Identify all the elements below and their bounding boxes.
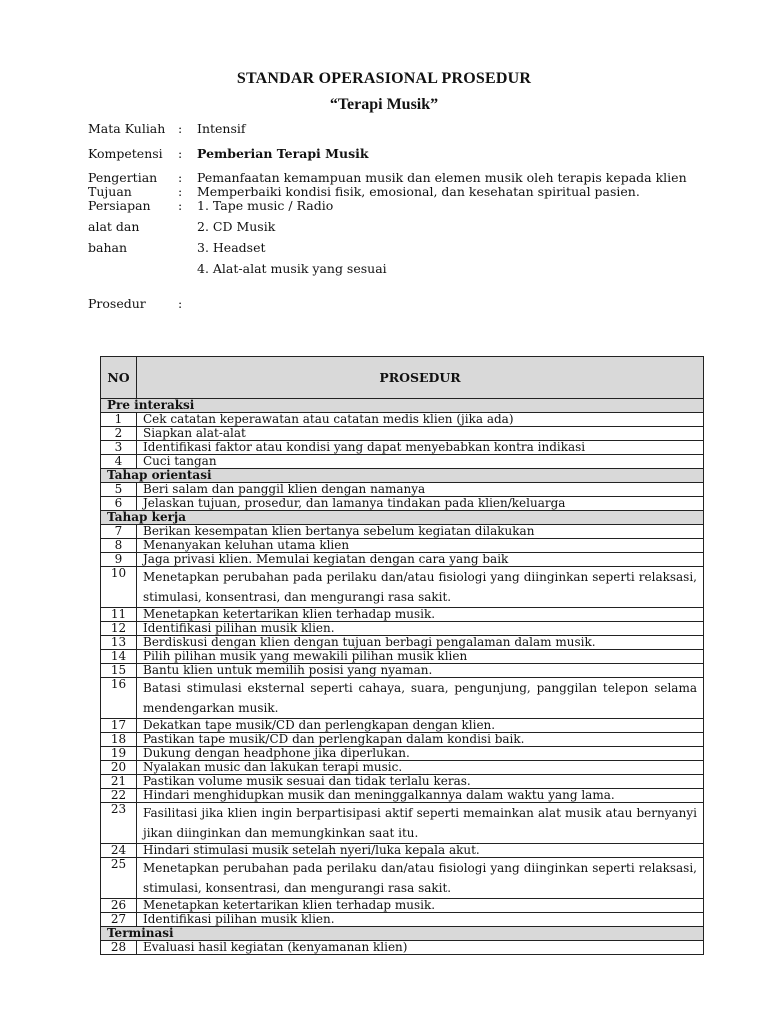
row-number: 17 <box>101 719 137 733</box>
row-text: Pastikan volume musik sesuai dan tidak terlalu keras. <box>137 775 704 789</box>
row-number: 7 <box>101 525 137 539</box>
row-text: Batasi stimulasi eksternal seperti cahaya, suara, pengunjung, panggilan telepon selama mendengarkan musik. <box>137 678 704 719</box>
row-text: Pastikan tape musik/CD dan perlengkapan dalam kondisi baik. <box>137 733 704 747</box>
row-text: Hindari stimulasi musik setelah nyeri/luka kepala akut. <box>137 844 704 858</box>
persiapan-item: 2. CD Musik <box>197 219 276 234</box>
row-text: Menetapkan perubahan pada perilaku dan/atau fisiologi yang diinginkan seperti relaksasi, stimulasi, konsentrasi, dan mengurangi rasa sakit. <box>137 858 704 899</box>
bahan-label: bahan <box>88 240 128 255</box>
table-row <box>101 539 704 553</box>
table-row <box>101 664 704 678</box>
document-title: STANDAR OPERASIONAL PROSEDUR <box>236 70 532 87</box>
row-text: Nyalakan music dan lakukan terapi music. <box>137 761 704 775</box>
table-row <box>101 455 704 469</box>
row-text: Dekatkan tape musik/CD dan perlengkapan dengan klien. <box>137 719 704 733</box>
table-row <box>101 427 704 441</box>
row-number: 24 <box>101 844 137 858</box>
row-text: Hindari menghidupkan musik dan meninggalkannya dalam waktu yang lama. <box>137 789 704 803</box>
row-number: 22 <box>101 789 137 803</box>
row-number: 4 <box>101 455 137 469</box>
section-row <box>101 399 704 413</box>
row-number: 28 <box>101 941 137 955</box>
table-row <box>101 789 704 803</box>
row-number: 21 <box>101 775 137 789</box>
row-text: Fasilitasi jika klien ingin berpartisipasi aktif seperti memainkan alat musik atau bernyanyi jikan diinginkan dan memungkinkan saat itu. <box>137 803 704 844</box>
mata-kuliah-value: Intensif <box>197 121 246 136</box>
header-no: NO <box>101 357 137 399</box>
table-row <box>101 483 704 497</box>
row-text: Jelaskan tujuan, prosedur, dan lamanya tindakan pada klien/keluarga <box>137 497 704 511</box>
row-number: 27 <box>101 913 137 927</box>
row-number: 26 <box>101 899 137 913</box>
section-title: Tahap orientasi <box>101 469 704 483</box>
prosedur-label: Prosedur <box>88 296 146 311</box>
table-row <box>101 553 704 567</box>
table-row <box>101 913 704 927</box>
row-number: 8 <box>101 539 137 553</box>
table-row <box>101 622 704 636</box>
table-row <box>101 525 704 539</box>
row-text: Bantu klien untuk memilih posisi yang nyaman. <box>137 664 704 678</box>
row-number: 10 <box>101 567 137 608</box>
table-row <box>101 567 704 608</box>
table-row <box>101 761 704 775</box>
row-number: 2 <box>101 427 137 441</box>
table-row <box>101 413 704 427</box>
row-text: Identifikasi pilihan musik klien. <box>137 622 704 636</box>
colon: : <box>178 296 183 311</box>
row-number: 14 <box>101 650 137 664</box>
section-title: Tahap kerja <box>101 511 704 525</box>
row-text: Beri salam dan panggil klien dengan namanya <box>137 483 704 497</box>
colon: : <box>178 184 183 199</box>
row-number: 11 <box>101 608 137 622</box>
row-text: Menetapkan perubahan pada perilaku dan/atau fisiologi yang diinginkan seperti relaksasi, stimulasi, konsentrasi, dan mengurangi rasa sakit. <box>137 567 704 608</box>
colon: : <box>178 170 183 185</box>
row-text: Cek catatan keperawatan atau catatan medis klien (jika ada) <box>137 413 704 427</box>
persiapan-item: 1. Tape music / Radio <box>197 198 334 213</box>
alat-label: alat dan <box>88 219 140 234</box>
pengertian-value: Pemanfaatan kemampuan musik dan elemen musik oleh terapis kepada klien <box>197 170 687 185</box>
colon: : <box>178 146 183 161</box>
mata-kuliah-label: Mata Kuliah <box>88 121 166 136</box>
table-row <box>101 775 704 789</box>
row-text: Dukung dengan headphone jika diperlukan. <box>137 747 704 761</box>
row-text: Cuci tangan <box>137 455 704 469</box>
table-header-row <box>101 357 704 399</box>
row-number: 12 <box>101 622 137 636</box>
row-text: Identifikasi pilihan musik klien. <box>137 913 704 927</box>
row-number: 15 <box>101 664 137 678</box>
row-number: 9 <box>101 553 137 567</box>
table-row <box>101 747 704 761</box>
row-text: Menanyakan keluhan utama klien <box>137 539 704 553</box>
table-row <box>101 803 704 844</box>
table-row <box>101 608 704 622</box>
row-text: Menetapkan ketertarikan klien terhadap musik. <box>137 899 704 913</box>
table-row <box>101 497 704 511</box>
tujuan-value: Memperbaiki kondisi fisik, emosional, dan kesehatan spiritual pasien. <box>197 184 640 199</box>
table-row <box>101 733 704 747</box>
row-text: Identifikasi faktor atau kondisi yang dapat menyebabkan kontra indikasi <box>137 441 704 455</box>
header-prosedur: PROSEDUR <box>137 357 704 399</box>
section-row <box>101 927 704 941</box>
row-number: 13 <box>101 636 137 650</box>
section-title: Pre interaksi <box>101 399 704 413</box>
row-number: 19 <box>101 747 137 761</box>
row-number: 25 <box>101 858 137 899</box>
table-row <box>101 858 704 899</box>
table-row <box>101 899 704 913</box>
table-row <box>101 678 704 719</box>
table-row <box>101 844 704 858</box>
table-row <box>101 636 704 650</box>
row-text: Berdiskusi dengan klien dengan tujuan berbagi pengalaman dalam musik. <box>137 636 704 650</box>
row-number: 5 <box>101 483 137 497</box>
row-text: Berikan kesempatan klien bertanya sebelum kegiatan dilakukan <box>137 525 704 539</box>
persiapan-label: Persiapan <box>88 198 151 213</box>
row-text: Evaluasi hasil kegiatan (kenyamanan klien) <box>137 941 704 955</box>
section-row <box>101 469 704 483</box>
row-text: Jaga privasi klien. Memulai kegiatan dengan cara yang baik <box>137 553 704 567</box>
colon: : <box>178 198 183 213</box>
section-row <box>101 511 704 525</box>
table-row <box>101 941 704 955</box>
row-number: 16 <box>101 678 137 719</box>
table-row <box>101 441 704 455</box>
procedure-table <box>100 356 704 955</box>
section-title: Terminasi <box>101 927 704 941</box>
row-number: 6 <box>101 497 137 511</box>
procedure-table-body <box>101 399 704 955</box>
row-number: 3 <box>101 441 137 455</box>
row-number: 23 <box>101 803 137 844</box>
persiapan-item: 3. Headset <box>197 240 266 255</box>
document-subtitle: “Terapi Musik” <box>329 96 439 113</box>
row-text: Menetapkan ketertarikan klien terhadap musik. <box>137 608 704 622</box>
kompetensi-label: Kompetensi <box>88 146 163 161</box>
row-number: 1 <box>101 413 137 427</box>
pengertian-label: Pengertian <box>88 170 158 185</box>
table-row <box>101 650 704 664</box>
row-text: Pilih pilihan musik yang mewakili pilihan musik klien <box>137 650 704 664</box>
tujuan-label: Tujuan <box>88 184 132 199</box>
kompetensi-value: Pemberian Terapi Musik <box>197 146 369 161</box>
table-row <box>101 719 704 733</box>
persiapan-item: 4. Alat-alat musik yang sesuai <box>197 261 387 276</box>
colon: : <box>178 121 183 136</box>
row-number: 18 <box>101 733 137 747</box>
row-number: 20 <box>101 761 137 775</box>
row-text: Siapkan alat-alat <box>137 427 704 441</box>
